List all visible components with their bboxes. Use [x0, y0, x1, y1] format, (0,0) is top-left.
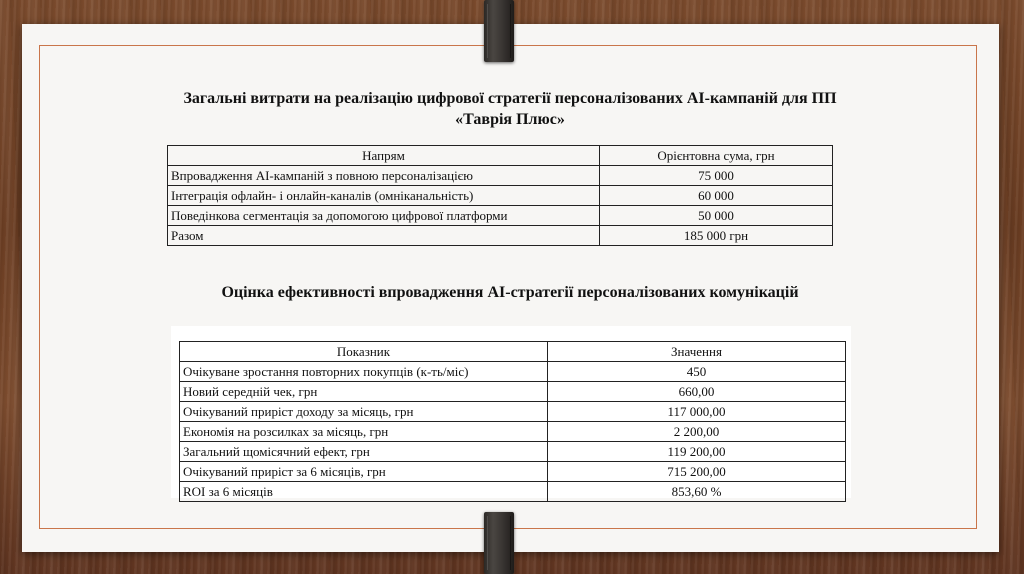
costs-table [167, 145, 833, 246]
costs-cell-total-label: Разом [168, 226, 600, 246]
costs-table-header-row [168, 146, 833, 166]
efficiency-cell-indicator: Очікуваний приріст за 6 місяців, грн [180, 462, 548, 482]
binder-clip-top [484, 0, 514, 62]
efficiency-cell-value: 450 [548, 362, 846, 382]
costs-cell-direction: Інтеграція офлайн- і онлайн-каналів (омніканальність) [168, 186, 600, 206]
table-row [168, 186, 833, 206]
table-row [168, 166, 833, 186]
efficiency-cell-indicator: Новий середній чек, грн [180, 382, 548, 402]
table-row-total [168, 226, 833, 246]
efficiency-cell-indicator: Очікуване зростання повторних покупців (к-ть/міс) [180, 362, 548, 382]
costs-cell-amount: 60 000 [600, 186, 833, 206]
costs-header-direction: Напрям [168, 146, 600, 166]
efficiency-cell-indicator: Економія на розсилках за місяць, грн [180, 422, 548, 442]
table-row [180, 442, 846, 462]
efficiency-header-indicator: Показник [180, 342, 548, 362]
costs-cell-amount: 75 000 [600, 166, 833, 186]
table-row-roi [180, 482, 846, 502]
costs-header-amount: Орієнтовна сума, грн [600, 146, 833, 166]
efficiency-table-header-row [180, 342, 846, 362]
table-row [180, 402, 846, 422]
efficiency-cell-value: 715 200,00 [548, 462, 846, 482]
efficiency-title: Оцінка ефективності впровадження AI-стратегії персоналізованих комунікацій [221, 284, 799, 301]
costs-title: Загальні витрати на реалізацію цифрової стратегії персоналізованих AI-кампаній для ПП «Таврія Плюс» [183, 90, 837, 128]
binder-clip-bottom [484, 512, 514, 574]
table-row [180, 462, 846, 482]
efficiency-cell-value: 2 200,00 [548, 422, 846, 442]
table-row [180, 362, 846, 382]
efficiency-header-value: Значення [548, 342, 846, 362]
efficiency-table [179, 341, 846, 502]
costs-cell-direction: Впровадження AI-кампаній з повною персоналізацією [168, 166, 600, 186]
efficiency-cell-roi-label: ROI за 6 місяців [180, 482, 548, 502]
efficiency-cell-indicator: Загальний щомісячний ефект, грн [180, 442, 548, 462]
efficiency-cell-value: 117 000,00 [548, 402, 846, 422]
efficiency-cell-roi-value: 853,60 % [548, 482, 846, 502]
costs-cell-direction: Поведінкова сегментація за допомогою цифрової платформи [168, 206, 600, 226]
table-row [180, 422, 846, 442]
efficiency-cell-value: 119 200,00 [548, 442, 846, 462]
table-row [168, 206, 833, 226]
table-row [180, 382, 846, 402]
efficiency-cell-value: 660,00 [548, 382, 846, 402]
efficiency-cell-indicator: Очікуваний приріст доходу за місяць, грн [180, 402, 548, 422]
costs-cell-total-amount: 185 000 грн [600, 226, 833, 246]
costs-cell-amount: 50 000 [600, 206, 833, 226]
